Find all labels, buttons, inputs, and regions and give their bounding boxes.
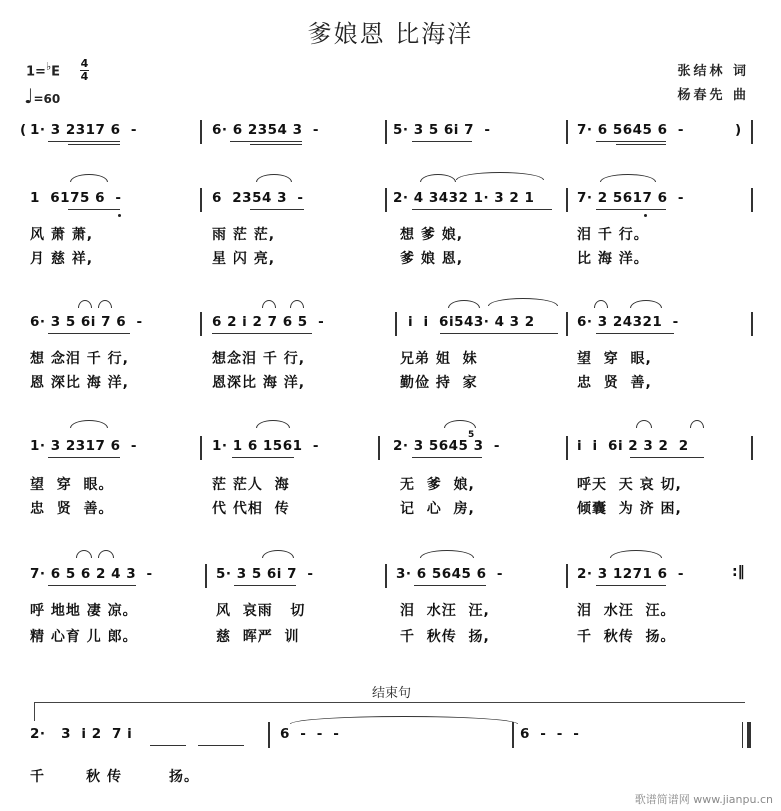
lyric-4-1-v2: 忠 贤 善。 [30,501,114,517]
slur [448,300,480,308]
measure-1-1: 1· 3 2317 6 - [30,122,137,138]
measure-6-3: 6 - - - [520,726,580,742]
lyric-5-4-v1: 泪 水汪 汪。 [577,603,676,619]
measure-1-3: 5· 3 5 6i 7 - [393,122,491,138]
measure-2-4: 7· 2 5617 6 - [577,190,684,206]
lyric-4-4-v1: 呼天 天 哀 切, [577,477,682,493]
time-signature [80,58,89,83]
system-6 [0,710,781,790]
system-4 [0,420,781,517]
beam-underline [250,209,304,210]
slur [256,174,292,182]
repeat-end-sign: :‖ [732,564,745,580]
system-3 [0,300,781,390]
barline [200,120,202,144]
measure-3-3: i i 6i543· 4 3 2 [408,314,535,330]
slur [262,550,294,558]
low-octave-dot [644,214,647,217]
measure-2-3: 2· 4 3432 1· 3 2 1 [393,190,535,206]
barline [385,120,387,144]
final-barline-thin [742,722,743,748]
lyric-5-3-v2: 千 秋传 扬, [400,629,490,645]
slur [98,300,112,308]
measure-5-3: 3· 6 5645 6 - [396,566,503,582]
lyric-3-1-v1: 想 念泪 千 行, [30,351,129,367]
beam-underline [198,745,244,746]
beam-underline [212,333,312,334]
lyric-2-1-v1: 风 萧 萧, [30,227,94,243]
barline [200,188,202,212]
beam-underline [48,585,136,586]
song-title: 爹娘恩 比海洋 [307,20,474,48]
barline [566,120,568,144]
barline [385,188,387,212]
beam-underline [234,585,296,586]
measure-2-1: 1 6175 6 - [30,190,122,206]
barline [200,436,202,460]
beam-underline [68,209,120,210]
barline [395,312,397,336]
intro-open-paren: ( [20,122,27,138]
lyric-3-4-v1: 望 穿 眼, [577,351,652,367]
ending-label: 结束句 [372,686,412,701]
beam-underline [232,457,294,458]
site-watermark: 歌谱简谱网 www.jianpu.cn [634,793,773,806]
time-signature-bottom: 4 [80,70,89,83]
time-signature-top: 4 [80,57,89,70]
slur [76,550,92,558]
beam-underline [440,333,558,334]
measure-2-2: 6 2354 3 - [212,190,304,206]
quarter-note-icon: ♩ [24,84,34,108]
lyric-4-1-v1: 望 穿 眼。 [30,477,114,493]
beam-underline [596,333,674,334]
measure-5-4: 2· 3 1271 6 - [577,566,684,582]
slur [70,420,108,428]
lyricist-credit: 张结林 词 [677,64,749,79]
beam-underline [630,457,704,458]
slur [488,298,558,306]
system-1 [0,118,781,148]
barline [751,188,753,212]
slur [420,174,456,182]
lyric-3-4-v2: 忠 贤 善, [577,375,652,391]
slur [256,420,290,428]
lyric-4-3-v1: 无 爹 娘, [400,477,475,493]
beam-underline [412,209,552,210]
beam-underline [150,745,186,746]
final-barline-thick [747,722,751,748]
barline [566,312,568,336]
tempo-marking [24,84,60,108]
barline [512,722,514,748]
barline [205,564,207,588]
key-signature [26,60,60,79]
measure-4-4: i i 6i 2 3 2 2 [577,438,689,454]
flat-icon: ♭ [45,60,52,73]
measure-5-2: 5· 3 5 6i 7 - [216,566,314,582]
beam-underline [230,141,302,142]
lyric-3-1-v2: 恩 深比 海 洋, [30,375,129,391]
measure-3-4: 6· 3 24321 - [577,314,679,330]
measure-1-2: 6· 6 2354 3 - [212,122,319,138]
slur [78,300,92,308]
measure-6-2: 6 - - - [280,726,340,742]
slur [690,420,704,428]
slur [594,300,608,308]
beam-underline [412,457,482,458]
lyric-2-2-v1: 雨 茫 茫, [212,227,276,243]
lyric-4-2-v2: 代 代相 传 [212,501,290,517]
lyric-5-1-v1: 呼 地地 凄 凉。 [30,603,138,619]
slur [290,300,304,308]
lyric-3-3-v2: 勤俭 持 家 [400,375,478,391]
slur [636,420,652,428]
beam-underline [596,585,666,586]
slur [420,550,474,558]
tie [290,716,518,724]
measure-6-1: 2· 3 i 2 7 i [30,726,133,742]
measure-4-2: 1· 1 6 1561 - [212,438,319,454]
lyric-6-v1: 千 秋 传 扬。 [30,769,199,785]
measure-3-1: 6· 3 5 6i 7 6 - [30,314,143,330]
slur [262,300,276,308]
slur [444,420,476,428]
tempo-value: =60 [33,92,61,106]
intro-close-paren: ) [735,122,742,138]
lyric-3-2-v2: 恩深比 海 洋, [212,375,306,391]
lyric-5-4-v2: 千 秋传 扬。 [577,629,676,645]
system-2 [0,180,781,270]
lyric-2-3-v1: 想 爹 娘, [400,227,464,243]
barline [751,120,753,144]
beam-underline [68,144,120,145]
lyric-3-3-v1: 兄弟 姐 妹 [400,351,478,367]
composer-credit: 杨春先 曲 [677,88,749,103]
lyric-5-2-v1: 风 哀雨 切 [216,603,306,619]
measure-1-4: 7· 6 5645 6 - [577,122,684,138]
beam-underline [250,144,302,145]
lyric-4-4-v2: 倾囊 为 济 困, [577,501,682,517]
lyric-3-2-v1: 想念泪 千 行, [212,351,306,367]
lyric-2-4-v2: 比 海 洋。 [577,251,649,267]
lyric-2-4-v1: 泪 千 行。 [577,227,649,243]
slur [98,550,114,558]
lyric-2-1-v2: 月 慈 祥, [30,251,94,267]
barline [566,188,568,212]
lyric-5-1-v2: 精 心育 儿 郎。 [30,629,138,645]
low-octave-dot [118,214,121,217]
system-5 [0,540,781,645]
slur [70,174,108,182]
measure-5-1: 7· 6 5 6 2 4 3 - [30,566,153,582]
beam-underline [616,144,666,145]
lyric-2-3-v2: 爹 娘 恩, [400,251,464,267]
lyric-4-2-v1: 茫 茫人 海 [212,477,290,493]
slur [610,550,662,558]
beam-underline [412,141,472,142]
barline [385,564,387,588]
beam-underline [48,333,130,334]
barline [566,564,568,588]
barline [751,436,753,460]
lyric-2-2-v2: 星 闪 亮, [212,251,276,267]
beam-underline [596,141,666,142]
lyric-5-3-v1: 泪 水汪 汪, [400,603,490,619]
barline [566,436,568,460]
barline [378,436,380,460]
beam-underline [48,457,120,458]
barline [751,312,753,336]
grace-note: 5 [468,430,475,440]
lyric-5-2-v2: 慈 晖严 训 [216,629,300,645]
slur [630,300,662,308]
measure-4-3: 2· 3 5645 3 - [393,438,500,454]
slur [600,174,656,182]
lyric-4-3-v2: 记 心 房, [400,501,475,517]
slur [456,172,544,180]
barline [268,722,270,748]
beam-underline [596,209,666,210]
beam-underline [414,585,486,586]
measure-4-1: 1· 3 2317 6 - [30,438,137,454]
measure-3-2: 6 2 i 2 7 6 5 - [212,314,325,330]
beam-underline [48,141,120,142]
barline [200,312,202,336]
key-prefix: 1= [26,64,46,80]
key-tonic: E [51,64,61,80]
